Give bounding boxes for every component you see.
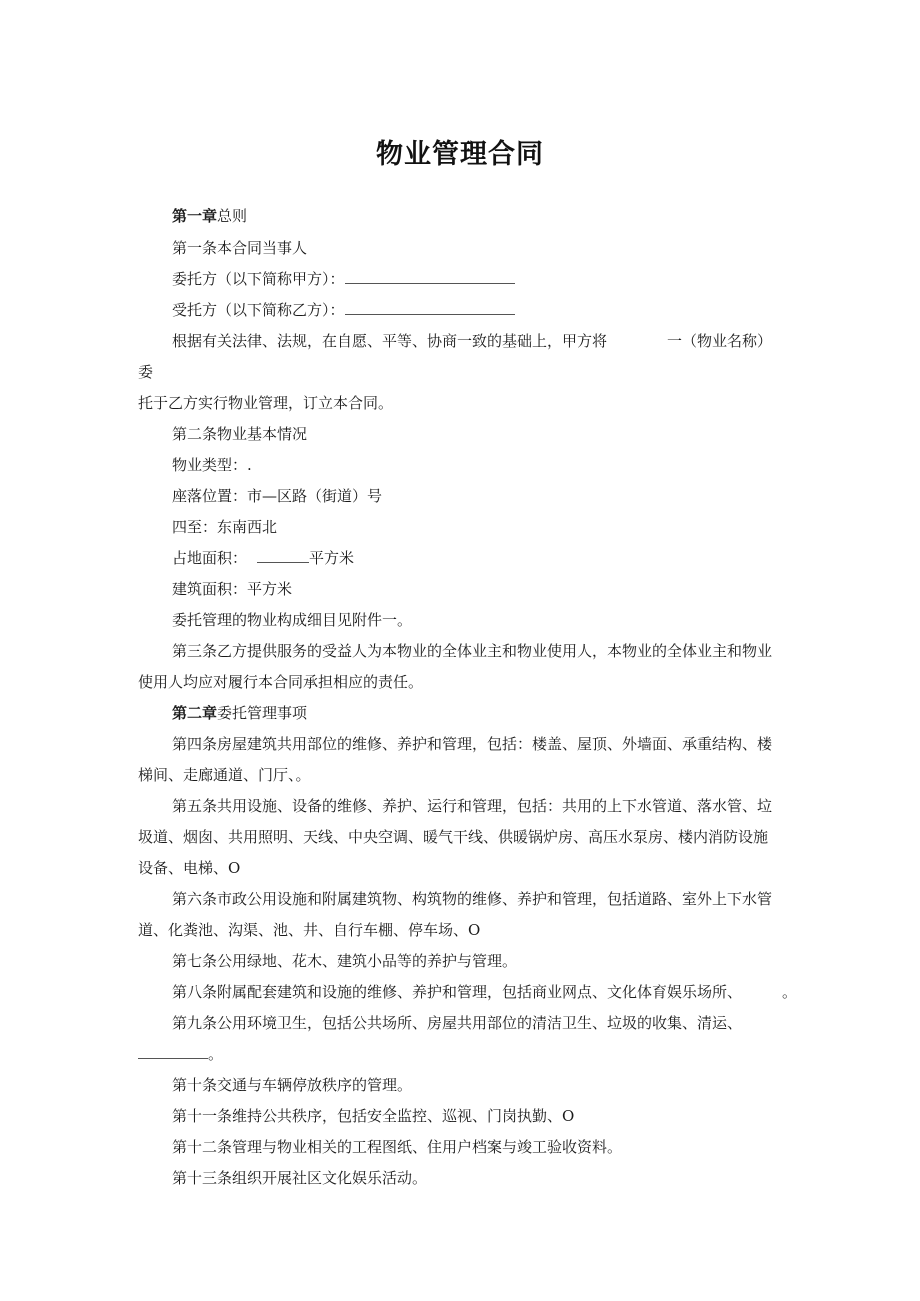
property-bounds: 四至：东南西北 [172,518,278,536]
land-area-unit: 平方米 [309,549,355,567]
article-3-line-1: 第三条乙方提供服务的受益人为本物业的全体业主和物业使用人，本物业的全体业主和物业 [172,642,773,660]
land-area-line [172,548,354,568]
article-8-end: 。 [782,983,798,1001]
building-area: 建筑面积：平方米 [172,580,293,598]
chapter-1-heading [172,206,247,226]
article-5-line-2: 圾道、烟囱、共用照明、天线、中央空调、暖气干线、供暖锅炉房、高压水泵房、楼内消防设施 [138,828,769,846]
chapter-number: 第二章 [172,704,218,722]
party-a-label: 委托方（以下简称甲方）： [172,270,345,288]
party-b-blank [345,300,515,315]
article-7: 第七条公用绿地、花木、建筑小品等的养护与管理。 [172,952,518,970]
land-area-label: 占地面积： [172,549,248,567]
article-1: 第一条本合同当事人 [172,239,308,257]
article-5-line-3: 设备、电梯、O [138,859,241,877]
party-b-label: 受托方（以下简称乙方）： [172,301,345,319]
basis-line-1: 根据有关法律、法规，在自愿、平等、协商一致的基础上，甲方将 [172,332,608,350]
article-11: 第十一条维持公共秩序，包括安全监控、巡视、门岗执勤、O [172,1107,575,1125]
document-title: 物业管理合同 [376,139,544,170]
article-9-end: 。 [208,1045,224,1063]
basis-line-3: 托于乙方实行物业管理，订立本合同。 [138,394,394,412]
property-location: 座落位置：市—区路（街道）号 [172,487,383,505]
article-9-line-1: 第九条公用环境卫生，包括公共场所、房屋共用部位的清洁卫生、垃圾的收集、清运、 [172,1014,743,1032]
article-5-line-1: 第五条共用设施、设备的维修、养护、运行和管理，包括：共用的上下水管道、落水管、垃 [172,797,773,815]
article-4-line-2: 梯间、走廊通道、门厅、。 [138,766,311,784]
chapter-title: 委托管理事项 [217,704,308,722]
article-6-line-2: 道、化粪池、沟渠、池、井、自行车棚、停车场、O [138,921,481,939]
article-3-line-2: 使用人均应对履行本合同承担相应的责任。 [138,673,424,691]
land-area-blank [257,548,309,563]
party-b-line [172,300,515,320]
annex-note: 委托管理的物业构成细目见附件一。 [172,611,413,629]
article-8: 第八条附属配套建筑和设施的维修、养护和管理，包括商业网点、文化体育娱乐场所、 [172,983,743,1001]
basis-line-2: 委 [138,363,154,381]
party-a-blank [345,269,515,284]
article-6-line-1: 第六条市政公用设施和附属建筑物、构筑物的维修、养护和管理，包括道路、室外上下水管 [172,890,773,908]
article-12: 第十二条管理与物业相关的工程图纸、住用户档案与竣工验收资料。 [172,1138,623,1156]
article-4-line-1: 第四条房屋建筑共用部位的维修、养护和管理，包括：楼盖、屋顶、外墙面、承重结构、楼 [172,735,773,753]
article-9-line-2 [138,1044,223,1064]
chapter-title: 总则 [217,207,248,225]
chapter-2-heading [172,703,307,723]
property-type: 物业类型：. [172,456,252,474]
article-13: 第十三条组织开展社区文化娱乐活动。 [172,1169,428,1187]
article-2: 第二条物业基本情况 [172,425,308,443]
party-a-line [172,269,515,289]
chapter-number: 第一章 [172,207,218,225]
article-10: 第十条交通与车辆停放秩序的管理。 [172,1076,413,1094]
article-9-blank [138,1044,208,1059]
property-name-note: 一（物业名称） [667,332,773,350]
